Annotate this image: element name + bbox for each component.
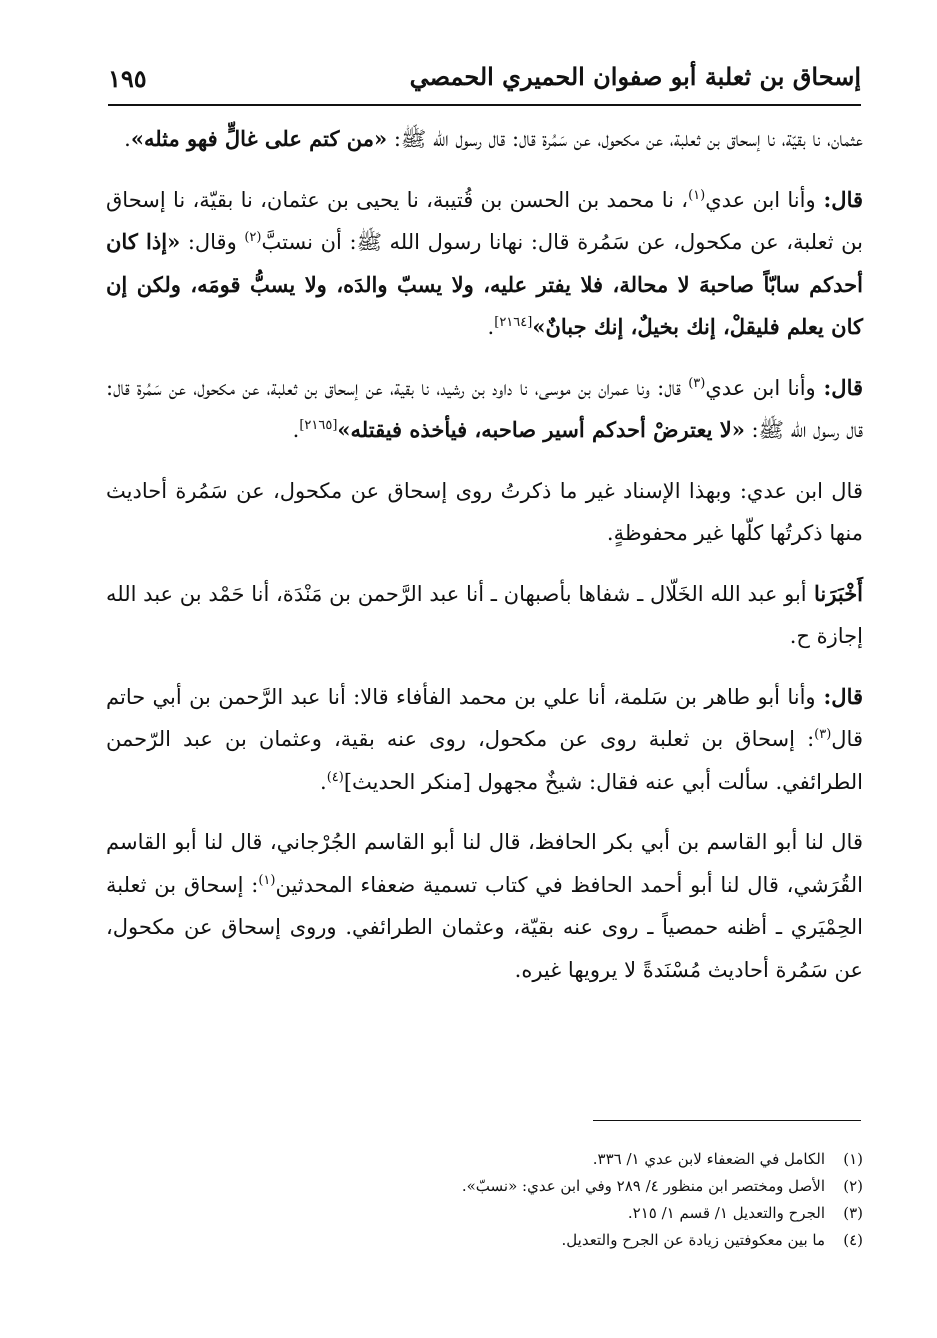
- footnote-number: (٤): [843, 1231, 863, 1249]
- paragraph: [106, 179, 863, 349]
- paragraph: [106, 573, 863, 658]
- footnote-ref: [٢١٦٤]: [494, 315, 533, 330]
- running-title: إسحاق بن ثعلبة أبو صفوان الحميري الحمصي: [409, 62, 861, 91]
- paragraph: [106, 118, 863, 161]
- text-run: .: [292, 418, 300, 442]
- footnote: [106, 1146, 863, 1173]
- footnote-ref: (٣): [688, 375, 706, 391]
- footnotes: [106, 1146, 863, 1254]
- bold-text: «من كتم على غالٍّ فهو مثله»: [130, 126, 388, 151]
- footnote-text: الكامل في الضعفاء لابن عدي ١/ ٣٣٦.: [592, 1150, 825, 1168]
- text-run: قال لنا أبو القاسم بن أبي بكر الحافظ، قال لنا أبو القاسم الجُرْجاني، قال لنا أبو القاسم القُرَشي، قال لنا أبو أحمد الحافظ في كتاب تسمية ضعفاء المحدثين: [106, 830, 863, 897]
- page-header: [108, 58, 861, 106]
- paragraph: [106, 676, 863, 804]
- footnote-ref: [٢١٦٥]: [299, 418, 338, 433]
- footnote-number: (١): [843, 1150, 863, 1168]
- text-run: ، نا محمد بن الحسن بن قُتيبة، نا يحيى بن عثمان، نا بقيّة، نا إسحاق بن ثعلبة، عن مكحول، عن سَمُرة قال: نهانا رسول الله ﷺ: أن نستبَّ: [106, 187, 863, 254]
- bold-text: قال:: [815, 186, 864, 212]
- text-run: .: [487, 315, 495, 339]
- text-run: عثمان، نا بقيّة، نا إسحاق بن ثعلبة، عن مكحول، عن سَمُرة قال: قال رسول الله ﷺ:: [387, 127, 863, 151]
- text-run: : إسحاق بن ثعلبة روى عن مكحول، روى عنه بقية، وعثمان بن عبد الرّحمن الطرائفي. سألت أبي عنه فقال: شيخٌ مجهول [منكر الحديث]: [106, 727, 863, 794]
- paragraph: [106, 367, 863, 452]
- text-run: .: [320, 769, 327, 794]
- footnote-ref: (١): [258, 872, 276, 888]
- footnote: [106, 1200, 863, 1227]
- text-run: وأنا أبو طاهر بن سَلمة، أنا علي بن محمد الفأفاء قالا: أنا عبد الرَّحمن بن أبي حاتم قال: [106, 684, 863, 751]
- footnote-ref: (٣): [814, 727, 832, 742]
- main-text: [106, 118, 863, 1009]
- paragraph: [106, 821, 863, 991]
- text-run: قال: ونا عمران بن موسى، نا داود بن رشيد، نا بقية، عن إسحاق بن ثعلبة، عن مكحول، عن سَمُرة قال: قال رسول الله ﷺ:: [106, 375, 863, 442]
- paragraph: [106, 470, 863, 555]
- footnote-text: ما بين معكوفتين زيادة عن الجرح والتعديل.: [561, 1231, 825, 1249]
- footnote: [106, 1227, 863, 1254]
- text-run: قال ابن عدي: وبهذا الإسناد غير ما ذكرتُ روى إسحاق عن مكحول، عن سَمُرة أحاديث منها ذكرتُها كلّها غير محفوظةٍ.: [106, 478, 863, 545]
- text-run: : إسحاق بن ثعلبة الحِمْيَري ـ أظنه حمصياً ـ روى عنه بقيّة، وعثمان الطرائفي. وروى إسحاق عن مكحول، عن سَمُرة أحاديث مُسْنَدةً لا يرويها غيره.: [106, 872, 863, 982]
- bold-text: أَخْبَرَنا: [806, 580, 864, 606]
- bold-text: «لا يعترضْ أحدكم أسير صاحبه، فيأخذه فيقتله»: [337, 417, 745, 442]
- footnote-number: (٣): [843, 1204, 863, 1222]
- footnote-ref: (٢): [244, 230, 262, 245]
- footnote-number: (٢): [843, 1177, 863, 1195]
- text-run: أبو عبد الله الخَلّال ـ شفاها بأصبهان ـ أنا عبد الرَّحمن بن مَنْدَة، أنا حَمْد بن عبد الله إجازة ح.: [106, 581, 863, 648]
- bold-text: «إذا كان أحدكم سابّاً صاحبهَ لا محالة، فلا يفتر عليه، ولا يسبّ والدَه، ولا يسبُّ قومَه، ولكن إن كان يعلم فليقلْ، إنك بخيلٌ، إنك جبانٌ»: [106, 229, 863, 339]
- text-run: .: [124, 127, 131, 151]
- text-run: وقال:: [180, 230, 245, 254]
- footnote-ref: (٤): [326, 769, 344, 785]
- bold-text: قال:: [815, 374, 863, 400]
- footnote-text: الجرح والتعديل ١/ قسم ١/ ٢١٥.: [627, 1204, 825, 1222]
- text-run: وأنا ابن عدي: [705, 375, 816, 400]
- bold-text: قال:: [815, 683, 864, 709]
- page-number: ١٩٥: [108, 64, 147, 93]
- footnote-ref: (١): [688, 187, 706, 203]
- footnote: [106, 1173, 863, 1200]
- text-run: وأنا ابن عدي: [705, 187, 816, 212]
- footnote-text: الأصل ومختصر ابن منظور ٤/ ٢٨٩ وفي ابن عدي: «نسبّ».: [461, 1177, 825, 1195]
- footnote-separator: [593, 1120, 861, 1121]
